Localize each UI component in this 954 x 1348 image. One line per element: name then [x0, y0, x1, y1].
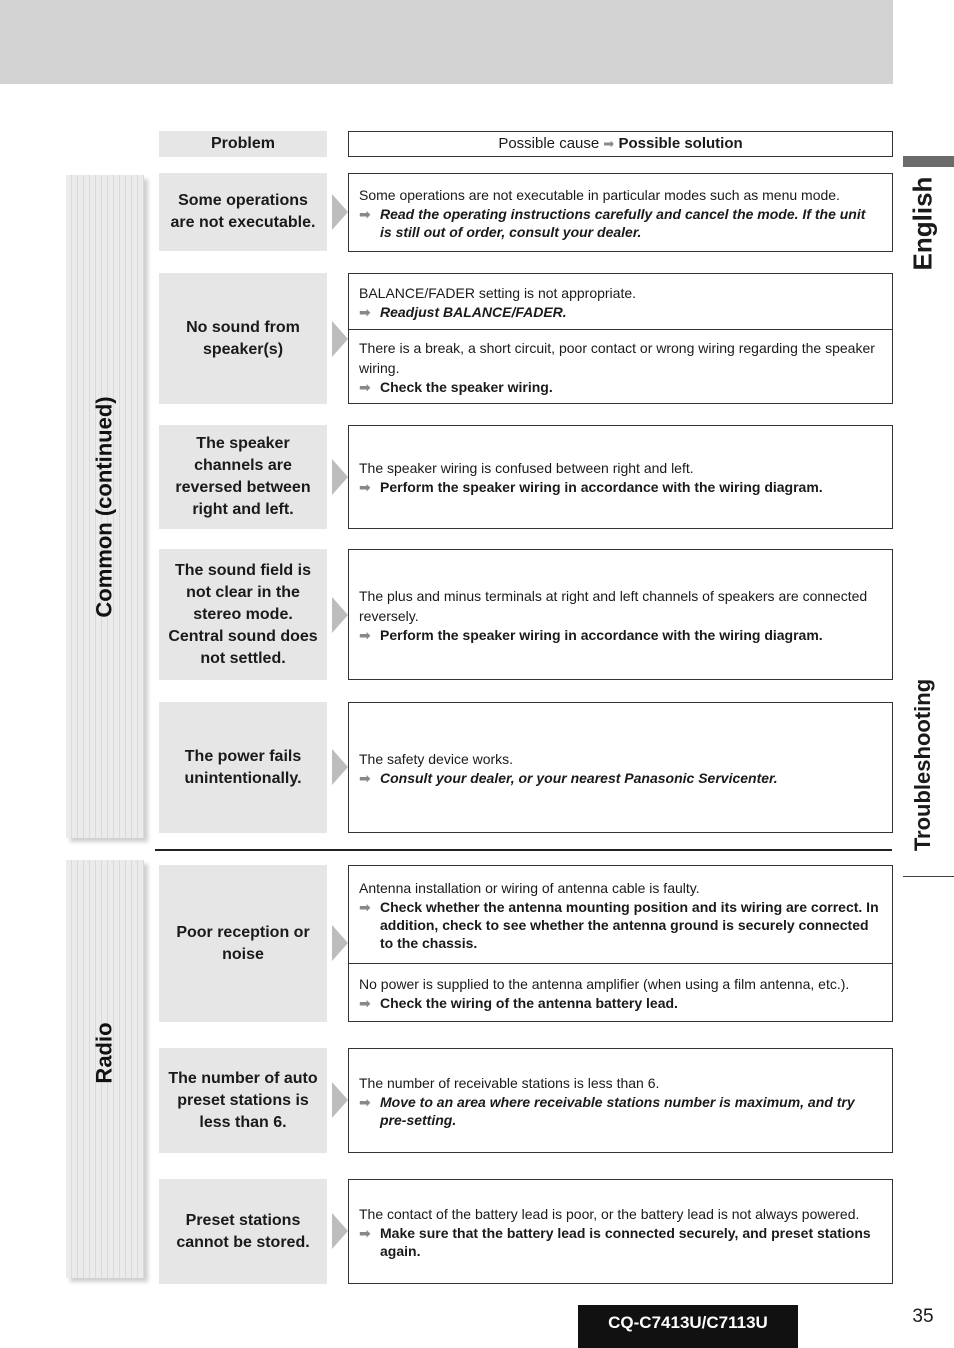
arrow-right-icon — [332, 597, 348, 633]
solution-text: ➡ Check whether the antenna mounting position and its wiring are correct. In addition, check to see whether the antenna ground is securely connected to the chassis. — [359, 898, 879, 951]
solution-box — [348, 173, 893, 252]
cause-text: The speaker wiring is confused between right and left. — [359, 460, 694, 476]
solution-box — [348, 273, 893, 404]
arrow-right-icon — [332, 925, 348, 961]
cause-text: Some operations are not executable in particular modes such as menu mode. — [359, 186, 840, 203]
section-title-common: Common (continued) — [92, 395, 118, 618]
arrow-right-icon: ➡ — [359, 205, 371, 222]
page-number: 35 — [912, 1306, 934, 1327]
problem-cell: Some operations are not executable. — [159, 173, 327, 251]
solution-box — [348, 425, 893, 529]
cause-solution-entry — [349, 866, 892, 963]
arrow-right-icon: ➡ — [359, 1093, 371, 1110]
problem-cell: The speaker channels are reversed between right and left. — [159, 425, 327, 529]
cause-solution-column-header — [348, 131, 893, 157]
solution-text: ➡ Consult your dealer, or your nearest Panasonic Servicenter. — [359, 769, 778, 786]
cause-text: No power is supplied to the antenna amplifier (when using a film antenna, etc.). — [359, 975, 850, 992]
solution-box — [348, 1179, 893, 1284]
solution-header-label: Possible solution — [618, 135, 743, 152]
arrow-right-icon — [332, 1213, 348, 1249]
problem-column-header: Problem — [159, 131, 327, 157]
problem-cell: The number of auto preset stations is less than 6. — [159, 1048, 327, 1153]
language-label: English — [907, 176, 938, 270]
cause-text: The contact of the battery lead is poor, or the battery lead is not always powered. — [359, 1205, 860, 1222]
section-common — [66, 175, 144, 838]
solution-text: ➡ Check the wiring of the antenna battery lead. — [359, 994, 678, 1011]
arrow-right-icon: ➡ — [603, 136, 615, 151]
cause-solution-entry — [349, 426, 892, 528]
arrow-right-icon: ➡ — [359, 994, 371, 1011]
cause-text: There is a break, a short circuit, poor contact or wrong wiring regarding the speaker wiring. — [359, 339, 875, 376]
chapter-tab — [893, 660, 953, 870]
problem-cell: Preset stations cannot be stored. — [159, 1179, 327, 1284]
arrow-right-icon — [332, 459, 348, 495]
cause-solution-entry — [349, 963, 892, 1021]
arrow-right-icon — [332, 749, 348, 785]
arrow-right-icon — [332, 1082, 348, 1118]
cause-solution-entry — [349, 1180, 892, 1283]
language-tab — [893, 168, 953, 278]
solution-text: ➡ Perform the speaker wiring in accordance with the wiring diagram. — [359, 626, 823, 643]
arrow-right-icon: ➡ — [359, 378, 371, 395]
arrow-right-icon: ➡ — [359, 626, 371, 643]
solution-text: ➡ Check the speaker wiring. — [359, 378, 553, 395]
solution-box — [348, 549, 893, 680]
cause-solution-entry — [349, 703, 892, 832]
section-title-radio: Radio — [92, 1022, 117, 1084]
solution-text: ➡ Read the operating instructions carefully and cancel the mode. If the unit is still out of order, consult your dealer. — [359, 205, 866, 240]
problem-cell: The sound field is not clear in the stereo mode. Central sound does not settled. — [159, 549, 327, 680]
chapter-label: Troubleshooting — [910, 678, 936, 852]
cause-solution-entry — [349, 1049, 892, 1152]
solution-box — [348, 865, 893, 1022]
solution-text: ➡ Make sure that the battery lead is connected securely, and preset stations again. — [359, 1224, 871, 1259]
cause-text: The number of receivable stations is less than 6. — [359, 1074, 660, 1091]
problem-cell: The power fails unintentionally. — [159, 702, 327, 833]
section-divider — [155, 849, 892, 851]
cause-text: Antenna installation or wiring of antenna cable is faulty. — [359, 879, 700, 896]
cause-solution-entry — [349, 174, 892, 251]
cause-solution-entry — [349, 550, 892, 679]
cause-text: BALANCE/FADER setting is not appropriate. — [359, 284, 637, 301]
solution-text: ➡ Readjust BALANCE/FADER. — [359, 303, 567, 320]
problem-cell: No sound from speaker(s) — [159, 273, 327, 404]
top-band — [0, 0, 893, 84]
cause-text: The safety device works. — [359, 750, 514, 767]
cause-header-label: Possible cause — [498, 135, 600, 152]
arrow-right-icon: ➡ — [359, 769, 371, 786]
arrow-right-icon: ➡ — [359, 303, 371, 320]
cause-solution-entry — [349, 329, 892, 403]
solution-box — [348, 702, 893, 833]
cause-text: The plus and minus terminals at right and left channels of speakers are connected reversely. — [359, 587, 868, 624]
solution-box — [348, 1048, 893, 1153]
arrow-right-icon: ➡ — [359, 898, 371, 915]
problem-cell: Poor reception or noise — [159, 865, 327, 1022]
cause-solution-entry — [349, 274, 892, 329]
arrow-right-icon — [332, 321, 348, 357]
language-tab-marker — [903, 156, 954, 167]
solution-text: ➡ Perform the speaker wiring in accordance with the wiring diagram. — [359, 479, 823, 495]
arrow-right-icon: ➡ — [359, 479, 371, 495]
chapter-underline — [903, 876, 954, 877]
arrow-right-icon — [332, 194, 348, 230]
model-number-badge: CQ-C7413U/C7113U — [578, 1305, 798, 1348]
section-radio — [66, 860, 144, 1278]
arrow-right-icon: ➡ — [359, 1224, 371, 1241]
solution-text: ➡ Move to an area where receivable stations number is maximum, and try pre-setting. — [359, 1093, 855, 1128]
